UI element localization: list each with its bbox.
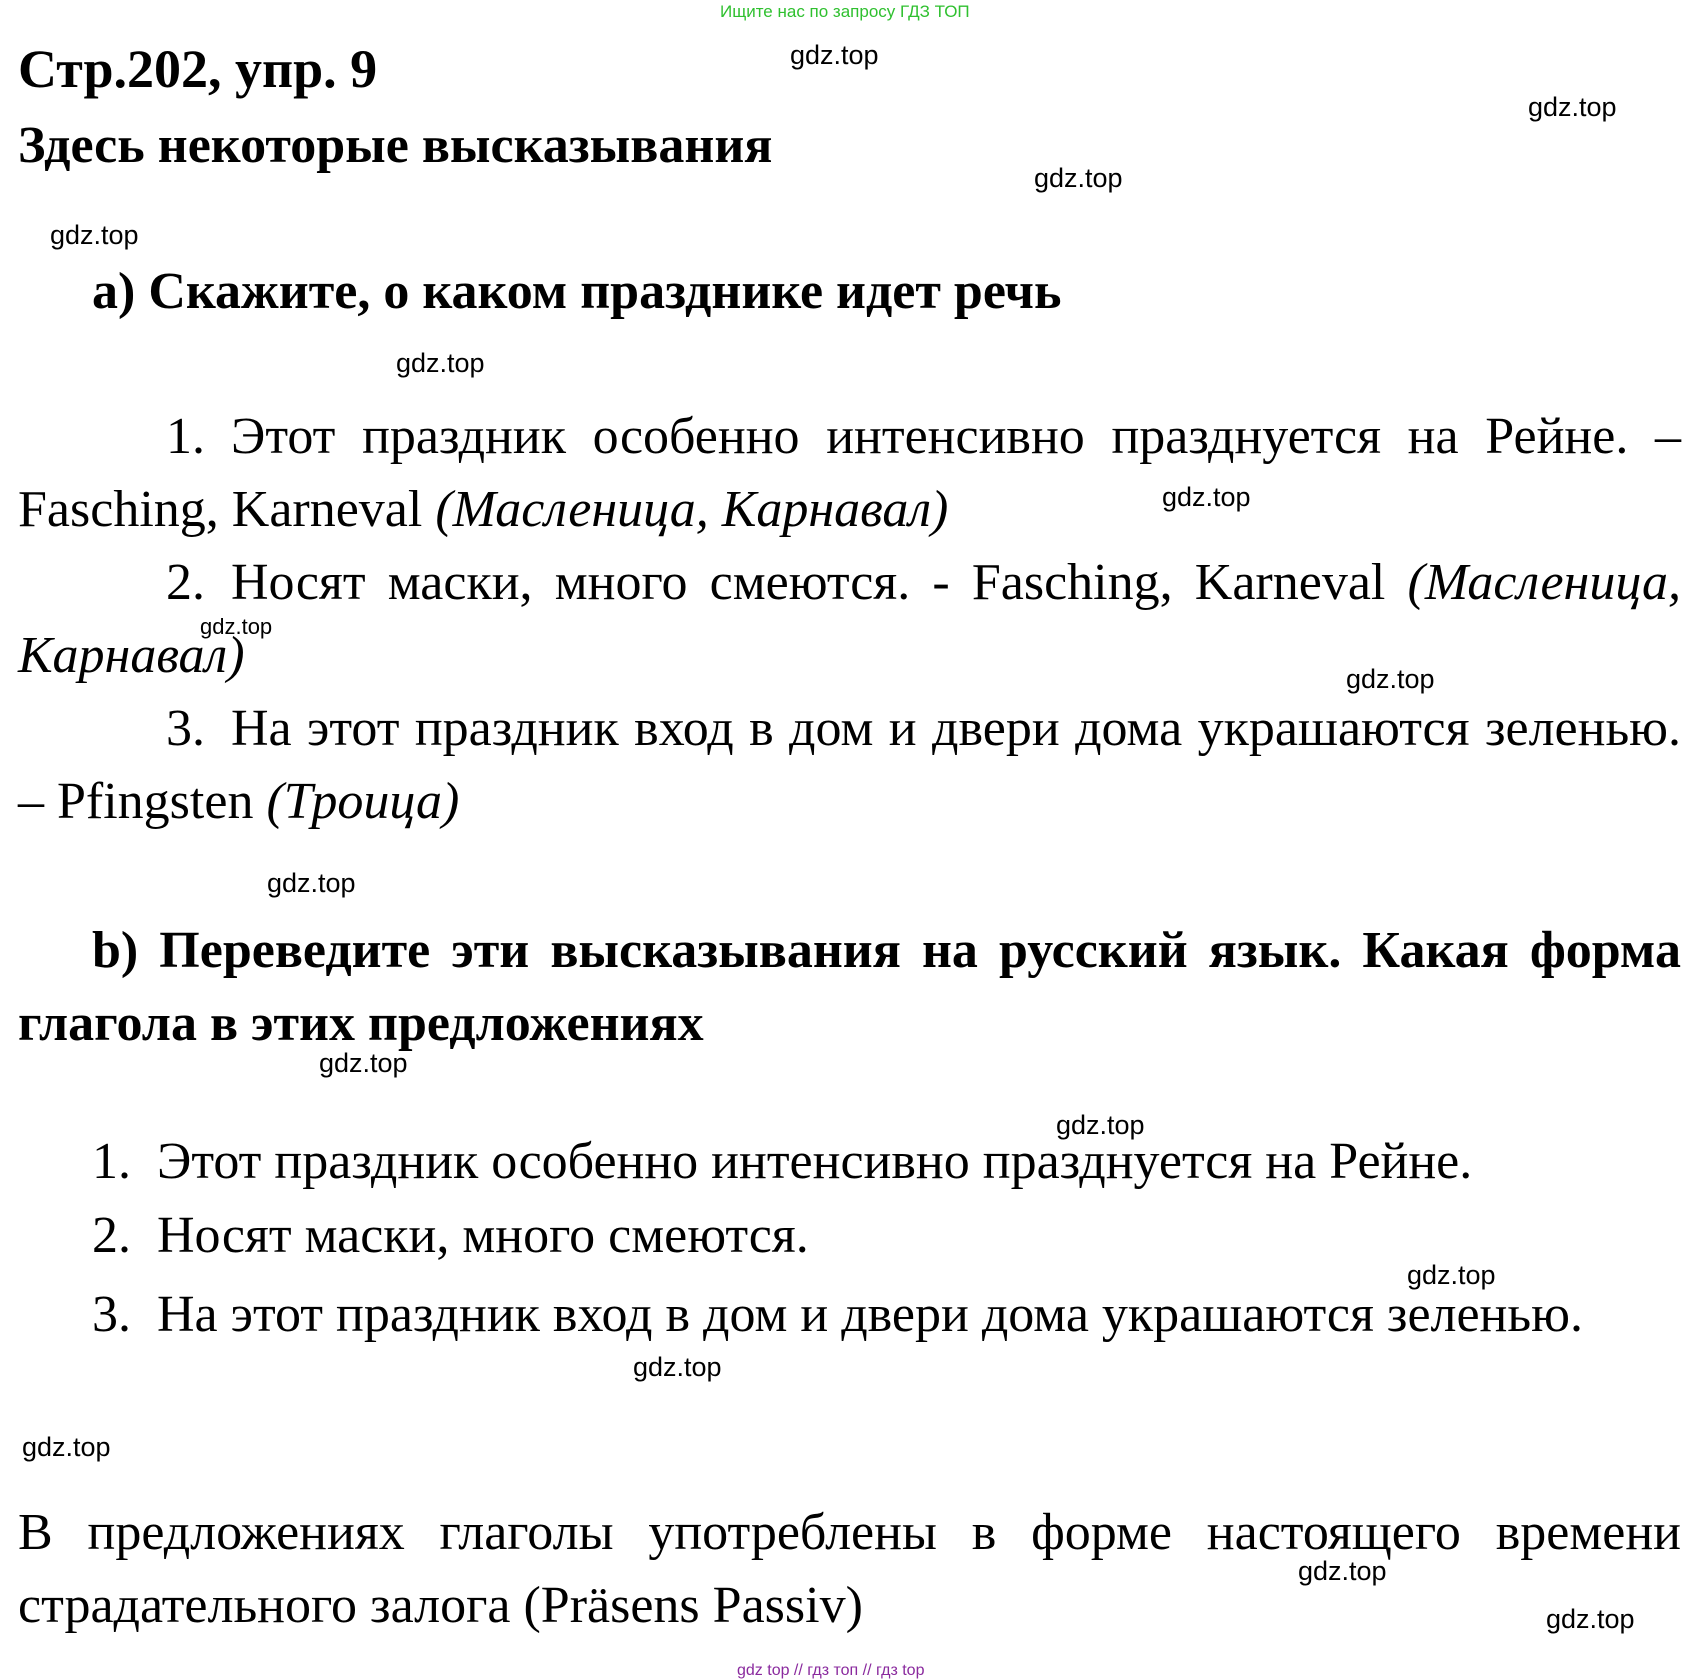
section-b-item-3: 3. На этот праздник вход в дом и двери дома украшаются зеленью. [92, 1286, 1583, 1343]
conclusion-text: В предложениях глаголы употреблены в форме настоящего времени страдательного залога (Präsens Passiv) [18, 1504, 1681, 1634]
section-a-item-3: 3. На этот праздник вход в дом и двери дома украшаются зеленью. – Pfingsten (Троица) [18, 700, 1681, 830]
section-b-heading: b) Переведите эти высказывания на русский язык. Какая форма глагола в этих предложениях [18, 922, 1681, 1052]
watermark: gdz.top [200, 614, 273, 639]
watermark: gdz.top [1528, 92, 1617, 122]
watermark: gdz.top [50, 220, 139, 250]
top-banner: Ищите нас по запросу ГДЗ ТОП [720, 2, 970, 21]
watermark: gdz.top [22, 1432, 111, 1462]
section-a-heading: a) Скажите, о каком празднике идет речь [92, 263, 1062, 320]
section-a-item-2: 2. Носят маски, много смеются. - Fasching, Karneval (Масленица, Карнавал) [18, 554, 1681, 684]
watermark: gdz.top [1346, 664, 1435, 694]
section-b-item-2: 2. Носят маски, много смеются. [92, 1207, 809, 1264]
watermark: gdz.top [1546, 1604, 1635, 1634]
watermark: gdz.top [1298, 1556, 1387, 1586]
watermark: gdz.top [267, 868, 356, 898]
watermark: gdz.top [396, 348, 485, 378]
watermark: gdz.top [1034, 163, 1123, 193]
page-subtitle: Здесь некоторые высказывания [18, 117, 773, 174]
watermark: gdz.top [633, 1352, 722, 1382]
watermark: gdz.top [1056, 1110, 1145, 1140]
page-title: Стр.202, упр. 9 [18, 39, 378, 99]
section-b-item-1: 1. Этот праздник особенно интенсивно празднуется на Рейне. [92, 1133, 1473, 1190]
section-a-item-1: 1. Этот праздник особенно интенсивно празднуется на Рейне. – Fasching, Karneval (Масленица, Карнавал) [18, 408, 1681, 538]
bottom-banner: gdz top // гдз топ // гдз top [737, 1662, 925, 1679]
watermark: gdz.top [1407, 1260, 1496, 1290]
watermark: gdz.top [319, 1048, 408, 1078]
watermark: gdz.top [790, 40, 879, 70]
watermark: gdz.top [1162, 482, 1251, 512]
